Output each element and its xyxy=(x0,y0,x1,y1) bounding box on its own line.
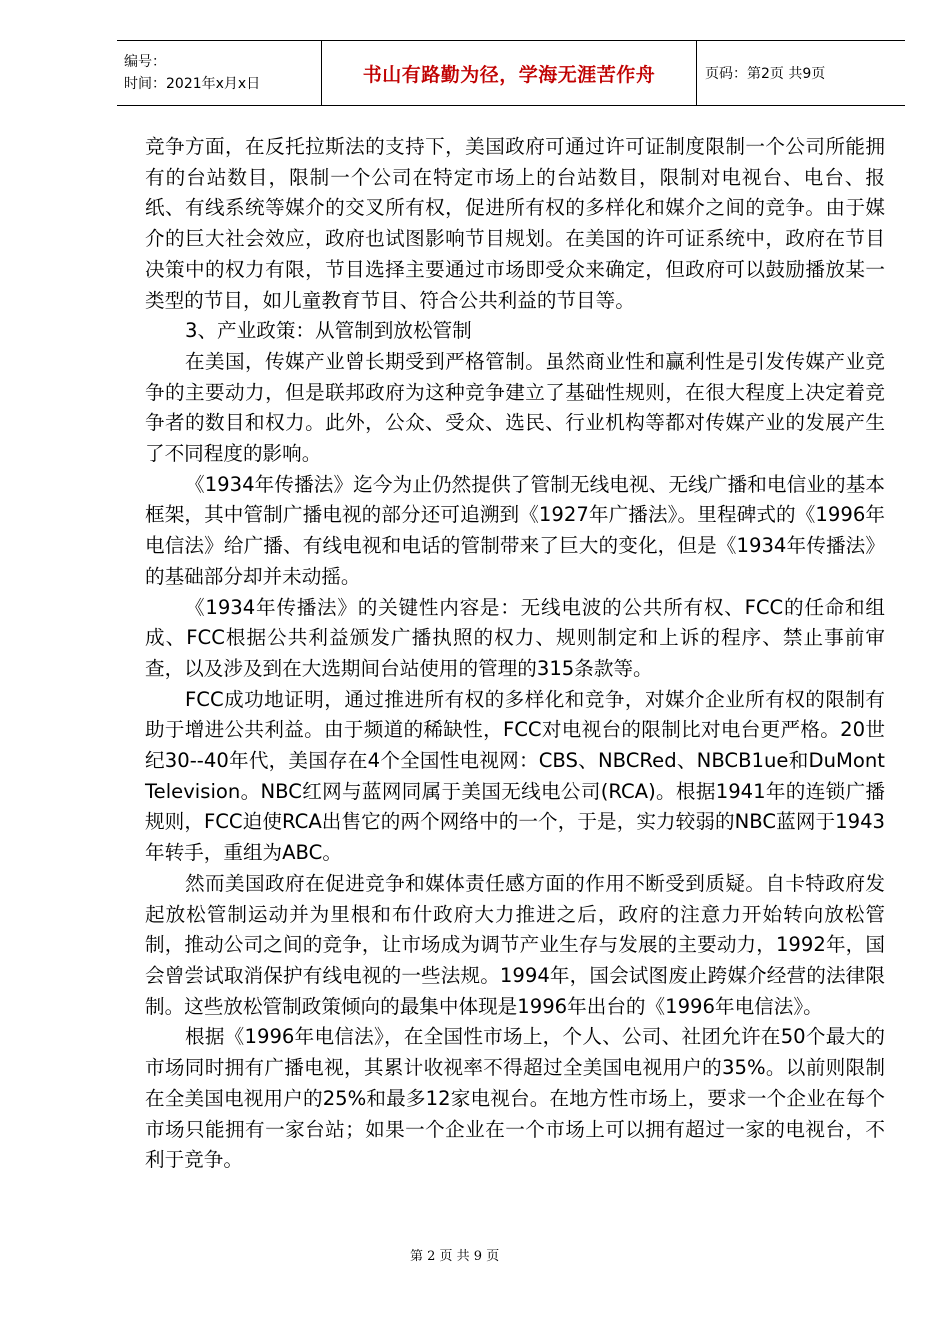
document-body xyxy=(145,132,885,1176)
header-meta-cell xyxy=(117,41,322,106)
paragraph: 《1934年传播法》的关键性内容是：无线电波的公共所有权、FCC的任命和组成、FCC根据公共利益颁发广播执照的权力、规则制定和上诉的程序、禁止事前审查，以及涉及到在大选期间台站使用的管理的315条款等。 xyxy=(145,595,885,680)
header-page-info: 页码：第2页 共9页 xyxy=(697,41,906,106)
serial-number-label: 编号： xyxy=(124,54,166,70)
page-header xyxy=(117,40,905,106)
paragraph: 然而美国政府在促进竞争和媒体责任感方面的作用不断受到质疑。自卡特政府发起放松管制运动并为里根和布什政府大力推进之后，政府的注意力开始转向放松管制，推动公司之间的竞争，让市场成为调节产业生存与发展的主要动力，1992年，国会曾尝试取消保护有线电视的一些法规。1994年，国会试图废止跨媒介经营的法律限制。这些放松管制政策倾向的最集中体现是1996年出台的《1996年电信法》。 xyxy=(145,871,885,1018)
paragraph: 3、产业政策：从管制到放松管制 xyxy=(185,319,472,343)
paragraph: 竞争方面，在反托拉斯法的支持下，美国政府可通过许可证制度限制一个公司所能拥有的台站数目，限制一个公司在特定市场上的台站数目，限制对电视台、电台、报纸、有线系统等媒介的交叉所有权，促进所有权的多样化和媒介之间的竞争。由于媒介的巨大社会效应，政府也试图影响节目规划。在美国的许可证系统中，政府在节目决策中的权力有限，节目选择主要通过市场即受众来确定，但政府可以鼓励播放某一类型的节目，如儿童教育节目、符合公共利益的节目等。 xyxy=(145,135,885,312)
paragraph: FCC成功地证明，通过推进所有权的多样化和竞争，对媒介企业所有权的限制有助于增进公共利益。由于频道的稀缺性，FCC对电视台的限制比对电台更严格。20世纪30--40年代，美国存在4个全国性电视网：CBS、NBCRed、NBCB1ue和DuMont Television。NBC红网与蓝网同属于美国无线电公司(RCA)。根据1941年的连锁广播规则，FCC迫使RCA出售它的两个网络中的一个，于是，实力较弱的NBC蓝网于1943年转手，重组为ABC。 xyxy=(145,687,885,865)
header-motto: 书山有路勤为径，学海无涯苦作舟 xyxy=(322,41,697,106)
paragraph: 根据《1996年电信法》，在全国性市场上，个人、公司、社团允许在50个最大的市场同时拥有广播电视，其累计收视率不得超过全美国电视用户的35%。以前则限制在全美国电视用户的25%和最多12家电视台。在地方性市场上，要求一个企业在每个市场只能拥有一家台站；如果一个企业在一个市场上可以拥有超过一家的电视台，不利于竞争。 xyxy=(145,1025,885,1172)
paragraph: 《1934年传播法》迄今为止仍然提供了管制无线电视、无线广播和电信业的基本框架，其中管制广播电视的部分还可追溯到《1927年广播法》。里程碑式的《1996年电信法》给广播、有线电视和电话的管制带来了巨大的变化，但是《1934年传播法》的基础部分却并未动摇。 xyxy=(145,472,885,588)
footer-page-number: 第 2 页 共 9 页 xyxy=(410,1249,500,1264)
paragraph: 在美国，传媒产业曾长期受到严格管制。虽然商业性和赢利性是引发传媒产业竞争的主要动力，但是联邦政府为这种竞争建立了基础性规则，在很大程度上决定着竞争者的数目和权力。此外，公众、受众、选民、行业机构等都对传媒产业的发展产生了不同程度的影响。 xyxy=(145,349,885,466)
date-label: 时间：2021年x月x日 xyxy=(124,76,261,92)
page-footer xyxy=(0,1245,950,1264)
